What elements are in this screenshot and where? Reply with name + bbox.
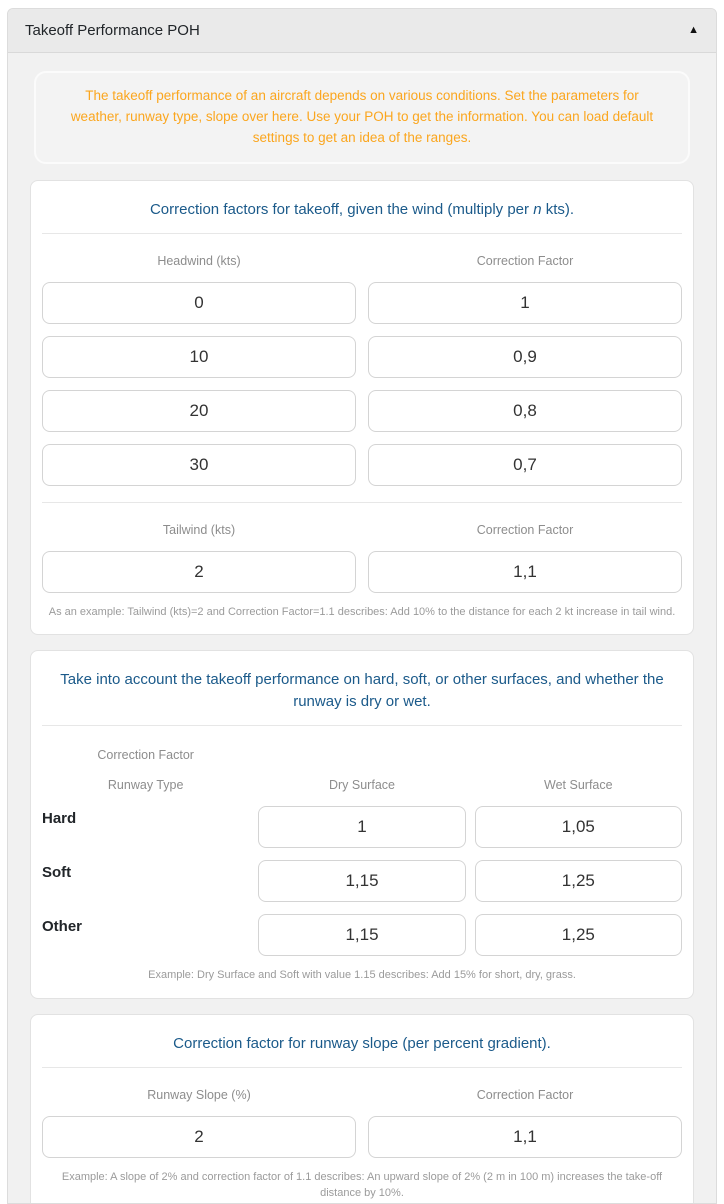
- tailwind-column-labels: [42, 523, 682, 537]
- headwind-factor-input-3[interactable]: [368, 390, 682, 432]
- other-wet-input[interactable]: [475, 914, 682, 956]
- surface-row-hard: [42, 806, 682, 848]
- surface-header-row: [42, 778, 682, 792]
- headwind-input-2[interactable]: [42, 336, 356, 378]
- divider: [42, 1067, 682, 1068]
- wind-title-text: Correction factors for takeoff, given the wind (multiply per: [149, 200, 534, 218]
- tailwind-label: Tailwind (kts): [162, 522, 236, 537]
- wind-title-n: n: [533, 200, 542, 218]
- soft-dry-input[interactable]: [258, 860, 465, 902]
- wind-example-text: As an example: Tailwind (kts)=2 and Correction Factor=1.1 describes: Add 10% to the distance for each 2 kt increase in tail wind.: [48, 605, 676, 618]
- divider: [42, 502, 682, 503]
- surface-card-title: Take into account the takeoff performance on hard, soft, or other surfaces, and whether the runway is dry or wet.: [60, 671, 664, 711]
- surface-correction-card: [30, 650, 694, 998]
- runway-type-other-label: Other: [42, 917, 83, 935]
- surface-row-other: [42, 914, 682, 956]
- surface-group-label-row: [42, 748, 682, 762]
- slope-row: [42, 1116, 682, 1158]
- wet-surface-column-header: Wet Surface: [544, 777, 613, 792]
- surface-correction-factor-label: Correction Factor: [97, 747, 194, 762]
- tailwind-row: [42, 551, 682, 593]
- panel-body: [8, 53, 716, 1204]
- tailwind-input[interactable]: [42, 551, 356, 593]
- slope-card-title: Correction factor for runway slope (per percent gradient).: [173, 1034, 551, 1052]
- slope-correction-card: [30, 1014, 694, 1204]
- tailwind-correction-factor-label: Correction Factor: [476, 522, 574, 537]
- runway-type-hard-label: Hard: [42, 809, 77, 827]
- soft-wet-input[interactable]: [475, 860, 682, 902]
- runway-slope-label: Runway Slope (%): [147, 1087, 251, 1102]
- slope-example-text: Example: A slope of 2% and correction factor of 1.1 describes: An upward slope of 2% (2 m in 100 m) increases the take-off distance by 10%.: [61, 1170, 663, 1199]
- headwind-label: Headwind (kts): [157, 253, 241, 268]
- hard-wet-input[interactable]: [475, 806, 682, 848]
- headwind-factor-input-4[interactable]: [368, 444, 682, 486]
- headwind-row-1: [42, 282, 682, 324]
- wind-card-title: [48, 199, 676, 221]
- headwind-factor-input-1[interactable]: [368, 282, 682, 324]
- headwind-row-2: [42, 336, 682, 378]
- headwind-input-1[interactable]: [42, 282, 356, 324]
- headwind-factor-input-2[interactable]: [368, 336, 682, 378]
- headwind-input-3[interactable]: [42, 390, 356, 432]
- divider: [42, 725, 682, 726]
- slope-column-labels: [42, 1088, 682, 1102]
- runway-type-column-header: Runway Type: [107, 777, 184, 792]
- surface-row-soft: [42, 860, 682, 902]
- dry-surface-column-header: Dry Surface: [328, 777, 395, 792]
- takeoff-performance-panel: [7, 8, 717, 1204]
- wind-correction-card: [30, 180, 694, 636]
- hard-dry-input[interactable]: [258, 806, 465, 848]
- wind-title-tail: kts).: [541, 200, 575, 218]
- slope-correction-factor-label: Correction Factor: [476, 1087, 574, 1102]
- divider: [42, 233, 682, 234]
- runway-type-soft-label: Soft: [42, 863, 72, 881]
- panel-title: Takeoff Performance POH: [25, 22, 200, 39]
- other-dry-input[interactable]: [258, 914, 465, 956]
- runway-slope-input[interactable]: [42, 1116, 356, 1158]
- slope-factor-input[interactable]: [368, 1116, 682, 1158]
- tailwind-factor-input[interactable]: [368, 551, 682, 593]
- correction-factor-label: Correction Factor: [476, 253, 574, 268]
- surface-example-text: Example: Dry Surface and Soft with value 1.15 describes: Add 15% for short, dry, grass.: [148, 968, 576, 981]
- headwind-column-labels: [42, 254, 682, 268]
- headwind-row-3: [42, 390, 682, 432]
- info-warning-box: The takeoff performance of an aircraft depends on various conditions. Set the parameters for weather, runway type, slope over here. Use your POH to get the information. You can load default settings to get an idea of the ranges.: [34, 71, 690, 164]
- collapse-up-icon[interactable]: ▲: [688, 24, 699, 36]
- panel-collapse-header[interactable]: [8, 9, 716, 53]
- headwind-input-4[interactable]: [42, 444, 356, 486]
- headwind-row-4: [42, 444, 682, 486]
